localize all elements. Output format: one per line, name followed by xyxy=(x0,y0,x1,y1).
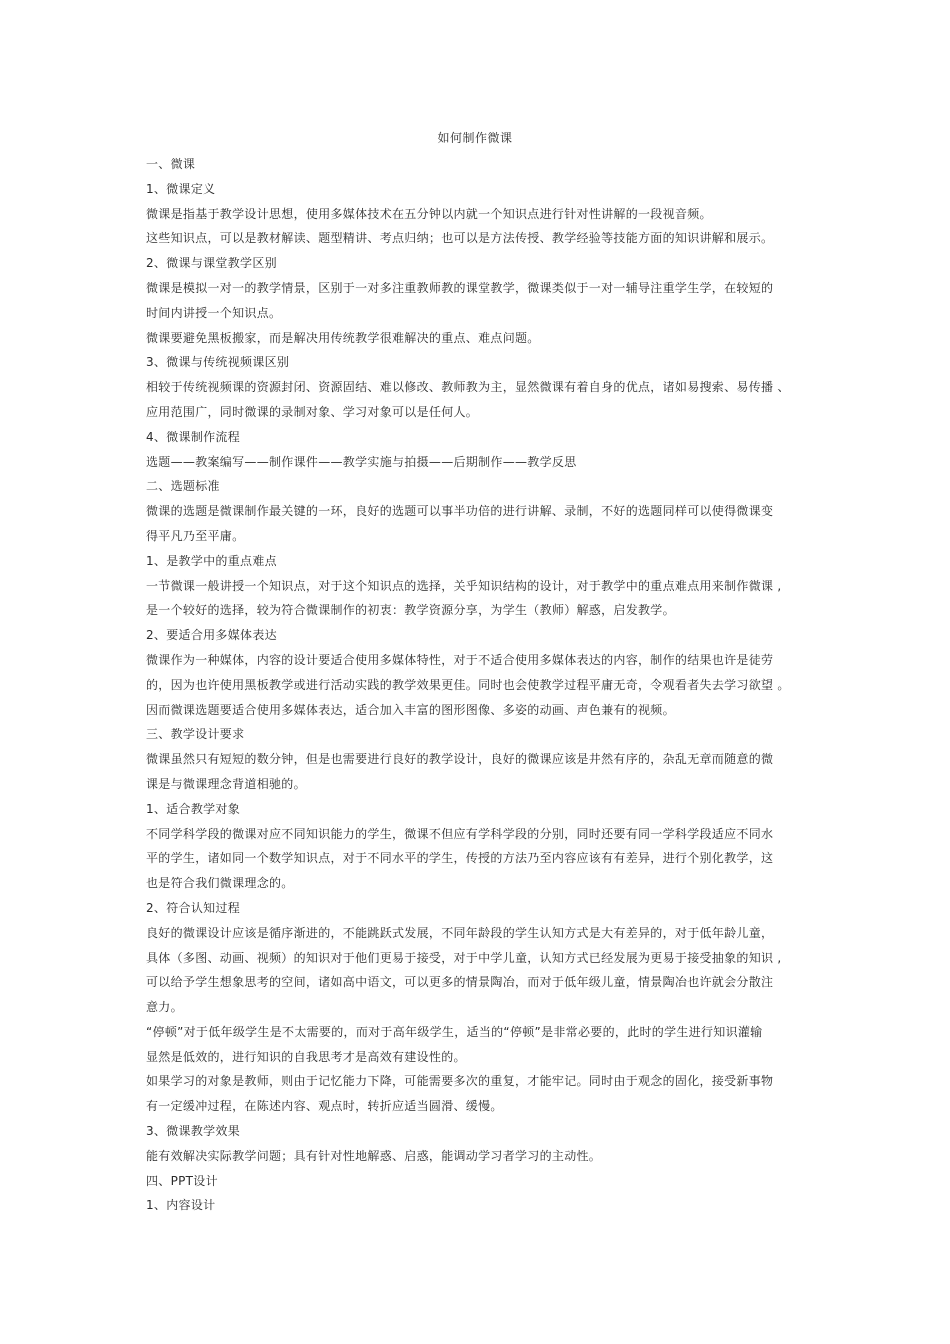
text-line: 意力。 xyxy=(146,1000,183,1015)
text-line: 选题——教案编写——制作课件——教学实施与拍摄——后期制作——教学反思 xyxy=(146,454,577,469)
text-line: 微课是指基于教学设计思想，使用多媒体技术在五分钟以内就一个知识点进行针对性讲解的一段视音频。 xyxy=(146,206,712,221)
text-line: 微课的选题是微课制作最关键的一环，良好的选题可以事半功倍的进行讲解、录制，不好的选题同样可以使得微课变 xyxy=(146,504,774,519)
text-line: 一、微课 xyxy=(146,157,196,171)
text-line: 具体（多图、动画、视频）的知识对于他们更易于接受，对于中学儿童，认知方式已经发展为更易于接受抽象的知识 , xyxy=(146,950,782,965)
text-line: 应用范围广，同时微课的录制对象、学习对象可以是任何人。 xyxy=(146,404,479,419)
text-line: 2、微课与课堂教学区别 xyxy=(146,256,277,271)
text-line: 相较于传统视频课的资源封闭、资源固结、难以修改、教师教为主，显然微课有着自身的优点，诸如易搜索、易传播 、 xyxy=(146,380,790,395)
document-body xyxy=(146,152,818,1218)
text-line: 时间内讲授一个知识点。 xyxy=(146,305,282,320)
text-line: 3、微课教学效果 xyxy=(146,1124,241,1139)
text-line: 因而微课选题要适合使用多媒体表达，适合加入丰富的图形图像、多姿的动画、声色兼有的视频。 xyxy=(146,702,675,717)
text-line: 有一定缓冲过程，在陈述内容、观点时，转折应适当圆滑、缓慢。 xyxy=(146,1099,503,1114)
text-line: 2、符合认知过程 xyxy=(146,900,241,915)
document-title: 如何制作微课 xyxy=(437,131,513,145)
text-line: 能有效解决实际教学问题；具有针对性地解惑、启惑，能调动学习者学习的主动性。 xyxy=(146,1148,602,1163)
text-line: 一节微课一般讲授一个知识点，对于这个知识点的选择，关乎知识结构的设计，对于教学中的重点难点用来制作微课 , xyxy=(146,578,782,593)
text-line: 这些知识点，可以是教材解读、题型精讲、考点归纳；也可以是方法传授、教学经验等技能方面的知识讲解和展示。 xyxy=(146,231,774,246)
text-line: 是一个较好的选择，较为符合微课制作的初衷：教学资源分享，为学生（教师）解惑，启发教学。 xyxy=(146,603,675,618)
text-line: “停顿”对于低年级学生是不太需要的，而对于高年级学生，适当的“停顿”是非常必要的，此时的学生进行知识灌输 xyxy=(146,1024,763,1039)
text-line: 1、内容设计 xyxy=(146,1198,216,1213)
text-line: 得平凡乃至平庸。 xyxy=(146,528,245,543)
text-line: 如果学习的对象是教师，则由于记忆能力下降，可能需要多次的重复，才能牢记。同时由于观念的固化，接受新事物 xyxy=(146,1074,774,1089)
text-line: 课是与微课理念背道相驰的。 xyxy=(146,776,306,791)
text-line: 的，因为也许使用黑板教学或进行活动实践的教学效果更佳。同时也会使教学过程平庸无奇，令观看者失去学习欲望 。 xyxy=(146,677,790,692)
text-line: 三、教学设计要求 xyxy=(146,727,245,742)
text-line: 也是符合我们微课理念的。 xyxy=(146,876,294,891)
text-line: 4、微课制作流程 xyxy=(146,429,241,444)
text-line: 良好的微课设计应该是循序渐进的，不能跳跃式发展，不同年龄段的学生认知方式是大有差异的，对于低年龄儿童， xyxy=(146,925,774,940)
text-line: 平的学生，诸如同一个数学知识点，对于不同水平的学生，传授的方法乃至内容应该有有差异，进行个别化教学，这 xyxy=(146,851,774,866)
text-line: 微课要避免黑板搬家，而是解决用传统教学很难解决的重点、难点问题。 xyxy=(146,330,540,345)
text-line: 二、选题标准 xyxy=(146,479,220,494)
text-line: 2、要适合用多媒体表达 xyxy=(146,628,277,643)
text-line: 不同学科学段的微课对应不同知识能力的学生，微课不但应有学科学段的分别，同时还要有同一学科学段适应不同水 xyxy=(146,826,774,841)
text-line: 1、微课定义 xyxy=(146,181,216,196)
text-line: 1、是教学中的重点难点 xyxy=(146,553,277,568)
text-line: 显然是低效的，进行知识的自我思考才是高效有建设性的。 xyxy=(146,1049,466,1064)
text-line: 微课作为一种媒体，内容的设计要适合使用多媒体特性，对于不适合使用多媒体表达的内容，制作的结果也许是徒劳 xyxy=(146,652,774,667)
text-line: 可以给予学生想象思考的空间，诸如高中语文，可以更多的情景陶冶，而对于低年级儿童，情景陶冶也许就会分散注 xyxy=(146,975,774,990)
text-line: 微课虽然只有短短的数分钟，但是也需要进行良好的教学设计，良好的微课应该是井然有序的，杂乱无章而随意的微 xyxy=(146,752,774,767)
text-line: 四、PPT设计 xyxy=(146,1173,218,1188)
text-line: 微课是模拟一对一的教学情景，区别于一对多注重教师教的课堂教学，微课类似于一对一辅导注重学生学，在较短的 xyxy=(146,280,774,295)
text-line: 3、微课与传统视频课区别 xyxy=(146,355,290,370)
text-line: 1、适合教学对象 xyxy=(146,801,241,816)
